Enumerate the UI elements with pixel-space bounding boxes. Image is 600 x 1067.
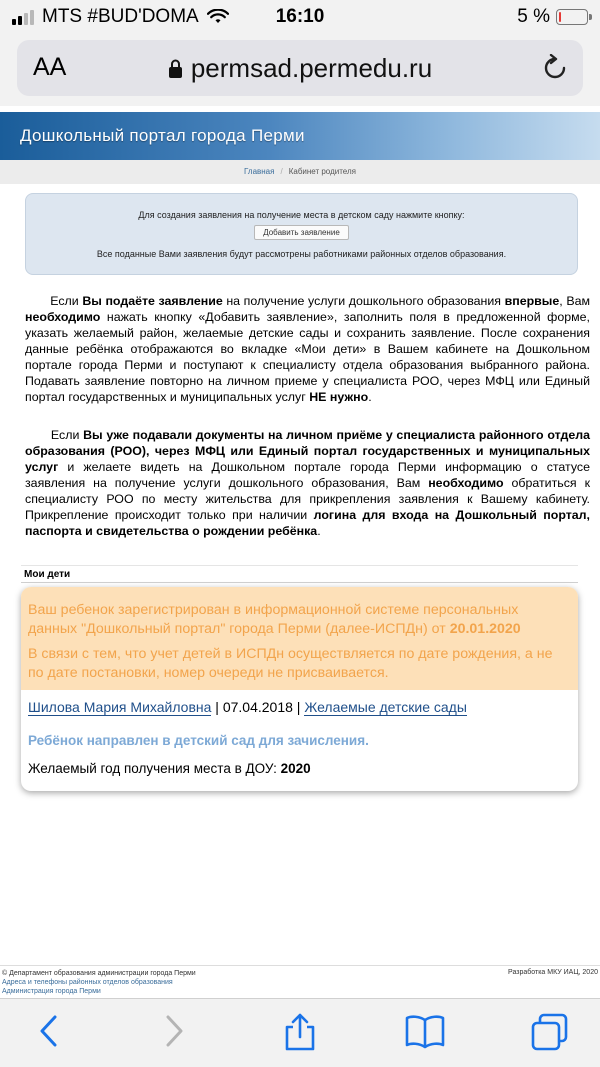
- notice-text: Для создания заявления на получение места в детском саду нажмите кнопку:: [138, 210, 465, 220]
- child-card: [21, 587, 578, 791]
- my-children-header: Мои дети: [21, 565, 578, 583]
- browser-chrome: [0, 34, 600, 106]
- battery-icon: [556, 9, 588, 25]
- child-birth-date: 07.04.2018: [222, 699, 293, 715]
- url-text: permsad.permedu.ru: [190, 53, 433, 83]
- site-banner: [0, 112, 600, 160]
- share-icon[interactable]: [282, 1013, 318, 1051]
- breadcrumb: [0, 160, 600, 184]
- forward-icon[interactable]: [160, 1013, 188, 1049]
- footer-link-districts[interactable]: Адреса и телефоны районных отделов образования: [2, 979, 173, 986]
- registration-warning: [21, 587, 578, 690]
- footer-copyright: © Департамент образования администрации города Перми: [2, 970, 196, 977]
- clock: 16:10: [275, 6, 325, 27]
- child-name-link[interactable]: Шилова Мария Михайловна: [28, 699, 212, 715]
- battery-percent: 5 %: [517, 6, 550, 27]
- warning-queue: В связи с тем, что учет детей в ИСПДн осуществляется по дате рождения, а не по дате постановки, номер очереди не присваивается.: [28, 646, 553, 681]
- site-footer: [0, 965, 600, 998]
- add-application-panel: [25, 193, 578, 275]
- reload-icon[interactable]: [541, 54, 569, 82]
- footer-developer: Разработка МКУ ИАЦ, 2020: [508, 969, 598, 976]
- desired-year: Желаемый год получения места в ДОУ: 2020: [28, 761, 311, 776]
- bookmarks-icon[interactable]: [405, 1013, 445, 1049]
- notice-subtext: Все поданные Вами заявления будут рассмотрены работниками районных отделов образования.: [96, 249, 507, 259]
- application-status: Ребёнок направлен в детский сад для зачисления.: [28, 733, 369, 748]
- info-separator-2: |: [296, 699, 301, 715]
- breadcrumb-separator: /: [280, 167, 283, 176]
- carrier-name: MTS #BUD'DOMA: [42, 6, 199, 27]
- text-size-label: AA: [33, 53, 67, 81]
- add-application-button[interactable]: Добавить заявление: [254, 225, 349, 240]
- instructions-first-time: Если Вы подаёте заявление на получение услуги дошкольного образования впервые, Вам необходимо нажать кнопку «Добавить заявление», заполнить поля в предложенной форме, указать желаемый район, желаемые детские сады и сохранить заявление. После сохранения данные ребёнка отображаются во вкладке «Мои дети» в Вашем кабинете на Дошкольном портале города Перми и поступают к специалисту отдела образования выбранного района. Подавать заявление повторно на личном приеме у специалиста РОО, через МФЦ или Единый портал государственных и муниципальных услуг НЕ нужно.: [25, 294, 591, 404]
- tabs-icon[interactable]: [530, 1013, 570, 1051]
- warning-registration: Ваш ребенок зарегистрирован в информационной системе персональных данных "Дошкольный портал" города Перми (далее-ИСПДн) от 20.01.2020: [28, 602, 521, 637]
- browser-toolbar: [0, 998, 600, 1067]
- battery-area: [517, 6, 588, 28]
- child-info-row: [28, 699, 467, 715]
- desired-kindergartens-link[interactable]: Желаемые детские сады: [304, 699, 467, 715]
- back-icon[interactable]: [35, 1013, 63, 1049]
- breadcrumb-current: Кабинет родителя: [288, 167, 356, 176]
- breadcrumb-home[interactable]: Главная: [244, 167, 275, 176]
- status-bar: [0, 0, 600, 34]
- url-field[interactable]: [17, 53, 583, 84]
- instructions-existing: Если Вы уже подавали документы на личном приёме у специалиста районного отдела образования (РОО), через МФЦ или Единый портал государственных и муниципальных услуг и желаете видеть на Дошкольном портале города Перми информацию о статусе заявления на получение услуги дошкольного образования, Вам необходимо обратиться к специалисту РОО по месту жительства для прикрепления заявления к Вашему кабинету. Прикрепление происходит только при наличии логина для входа на Дошкольный портал, паспорта и свидетельства о рождении ребёнка.: [25, 428, 590, 538]
- footer-link-administration[interactable]: Администрация города Перми: [2, 988, 101, 995]
- address-bar[interactable]: [17, 40, 583, 96]
- info-separator: |: [215, 699, 219, 715]
- lock-icon: [168, 59, 183, 79]
- site-title[interactable]: Дошкольный портал города Перми: [20, 126, 305, 145]
